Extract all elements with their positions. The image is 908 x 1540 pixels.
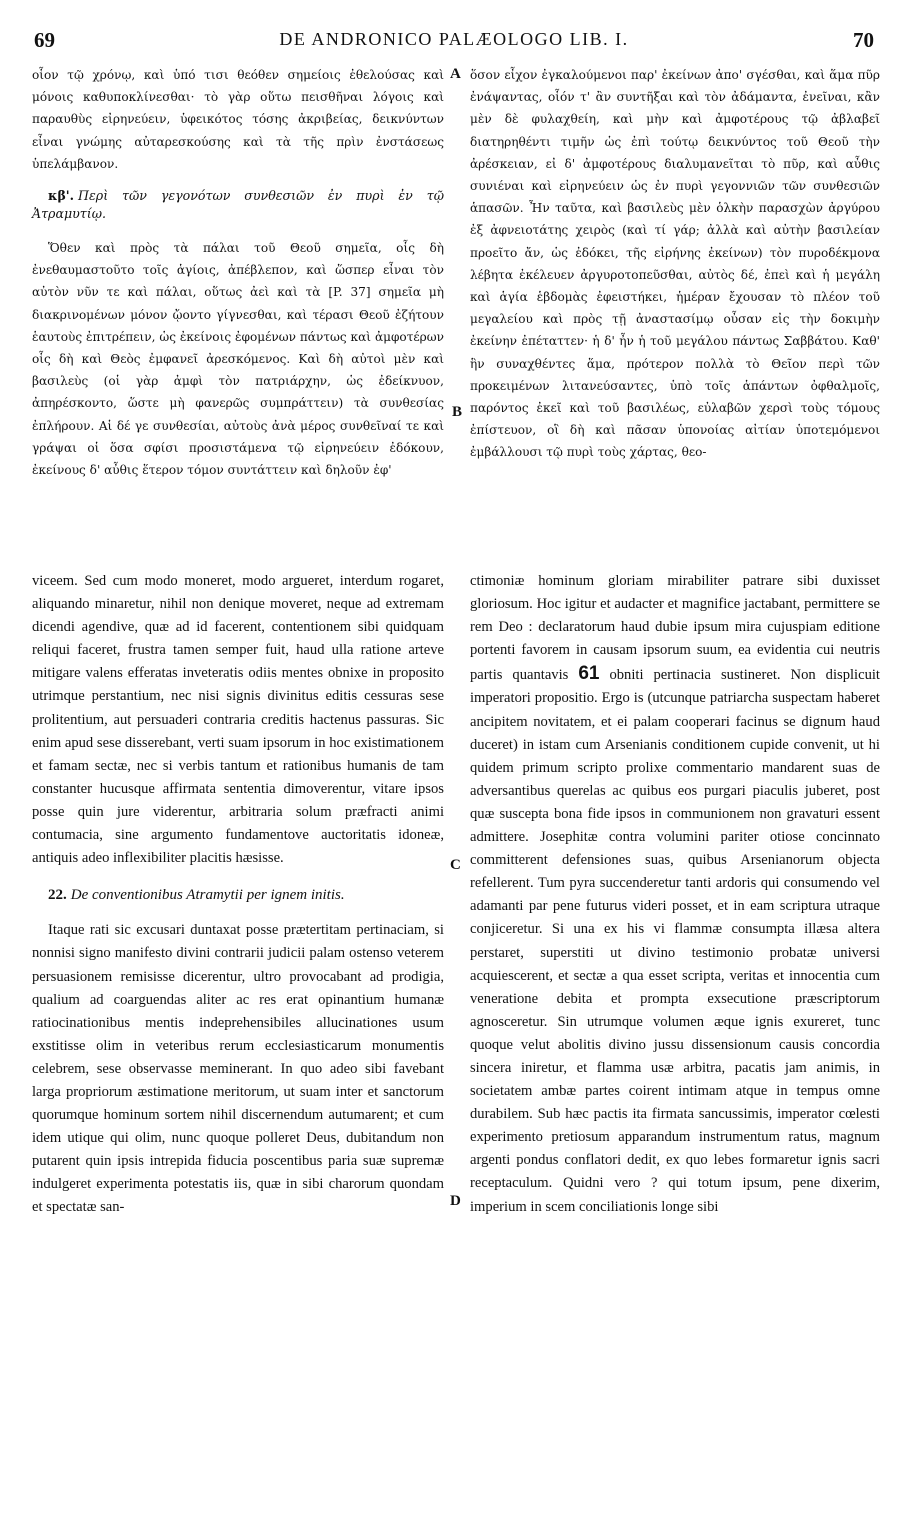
latin-left-paragraph-1: viceem. Sed cum modo moneret, modo argueret, interdum rogaret, aliquando minaretur, nihil non denique moveret, neque ad extremam dicendi agendive, quæ ad id facerent, contentionem sibi quidquam reliqui faceret, frustra tamen semper fuit, haud ulla ratione arteve mitigare valens efferatas inveteratis odiis mentes obnixe in proposito utrimque perstantium, nec nisi signis divinitus editis cessuras sese prolitentium, aut persuaderi contraria creditis hactenus passuras. Sic enim apud sese disserebant, verti suam ipsorum in hoc existimationem et famam sectæ, nec si verbis tantum et rationibus humanis de tam constanter hucusque affirmata sententia dimoverentur, vitare ipsos posse quin jure viderentur, arbitraria solum præfracti animi contumacia, sine argumento fundamentove auctoritatis idoneæ, antiquis adeo inflexibiliter placitis hæsisse.: [32, 573, 444, 867]
latin-column-left: [32, 570, 444, 1220]
page-marker: 61: [578, 663, 600, 685]
greek-section-number: κβ'.: [48, 188, 75, 204]
margin-siglum-c: C: [450, 857, 461, 873]
greek-right-paragraph-1: ὅσον εἶχον ἐγκαλούμενοι παρ' ἐκείνων ἀπο' σγέσθαι, καὶ ἅμα πῦρ ἐνάψαντας, οἷόν τ' ἂν συντῆξαι καὶ τὸν ἀδάμαντα, ἐνεῖναι, κἂν μὲν δὲ φυλαχθείη, καὶ μὴν καὶ ἀμφοτέρους τῷ ἀβλαβεῖ διατηρηθέντι τιμῆν ὡς ἐπὶ τούτῳ δεικνύντος τοῦ Θεοῦ τὴν ἀρέσκειαν, εἰ δ' ἀμφοτέρους διαλυμανεῖται τὸ πῦρ, καὶ αὖθις συνιέναι καὶ εἰρηνεύειν ὡς ἐν πυρὶ γεγοννιῶν τῶν συνθεσιῶν ἁπασῶν. Ἦν ταῦτα, καὶ βασιλεὺς μὲν ὁλκὴν παρασχὼν ἀργύρου ἐξ ἀφνειοτάτης χειρὸς (καὶ τί γάρ; ἀλλὰ καὶ αὐτὴν βασιλείαν προεῖτο ἄν, ὡς ἐδόκει, τῆς εἰρήνης ἐκείνων) τὸν πυροδέκμονα λέβητα ἐκέλευεν ἀργυροτοπεῦσθαι, αὐτὸς δέ, ἐπεὶ καὶ ἡ μεγάλη καὶ ἁγία ἑβδομὰς ἐφειστήκει, ἡμέραν ἔχουσαν τὸ πλέον τοῦ μεγαλείου καὶ πρὸς τῇ ἀναστασίμῳ οὖσαν εἰς τὴν δοκιμὴν ἐκείνην ἐπέταττεν· ἡ δ' ἦν ἡ τοῦ μεγάλου πάντως Σαββάτου. Καθ' ἣν συναχθέντες ἅμα, πρότερον πολλὰ τὸ Θεῖον περὶ τῶν προκειμένων λιτανεύσαντες, ὑπὸ τοῖς ἁπάντων ὀφθαλμοῖς, παρόντος ἐκεῖ καὶ τοῦ βασιλέως, εὐλαβῶν χερσὶ τοὺς τόμους ἐπίστευον, οἳ δὴ καὶ πᾶσαν ὑπονοίας αἰτίαν ὑποτεμόμενοι ἐμβάλλουσι τῷ πυρὶ τοὺς χάρτας, θεο-: [470, 68, 880, 460]
page-number-left: 69: [34, 28, 55, 52]
running-header: [0, 28, 908, 58]
greek-section-heading: [32, 187, 444, 223]
greek-section-title: Περὶ τῶν γεγονότων συνθεσιῶν ἐν πυρὶ ἐν τῷ Ἀτραμυτίῳ.: [32, 188, 444, 222]
latin-section-title: De conventionibus Atramytii per ignem initis.: [70, 887, 345, 904]
margin-siglum-a: A: [450, 66, 461, 82]
margin-siglum-b: B: [452, 404, 463, 420]
latin-right-text-b: obniti pertinacia sustineret. Non displicuit imperatori propositio. Ergo is (utcunque patriarcha suspectam haberet ancipitem novitatem, et ei palam cooperari facinus se dignum haud duceret) in istam cum Arsenianis conditionem cupide convenit, ut hi quidem primum scripto prolixe commentario mandarent suas de adversantibus querelas ac quibus eos purgari piaculis juberet, post quæ suscepta bona fide ipsos in communionem non gravaturi essent admittere. Josephitæ contra volumini pariter otiose concinnato committerent defensiones suas, quibus Arsenianorum objecta refellerent. Tum pyra succenderetur tanti ardoris qui consumendo vel adamanti par pene futurus videri posset, et in eam scriptura utraque conjiceretur. Si una ex his vi flammæ consumpta illæsa altera perstaret, superstiti ut divino testimonio probatæ universi acquiescerent, et sectæ a qua esset scripta, veritas et innocentia cum veneratione debita et prompta exsecutione præscriptorum agnosceretur. Sin utrumque volumen æque ignis exureret, tunc quoque velut abolitis divino jussu dissensionum causis concordia sincera iniretur, et flamma usæ arbitra, pacatis jam animis, in societatem ambæ partes coirent intimam atque in tempus omne durabilem. Sub hæc pactis ita firmata sancussimis, imperator cœlesti experimento pretiosum apparandum instrumentum ratus, magnum argenti pondus conflatori dedit, ex quo lebes formaretur ignis sacri receptaculum. Quidni vero ? qui totum ipsum, pene dixerim, imperium in scem conciliationis longe sibi: [470, 667, 880, 1215]
latin-section-number: 22.: [48, 887, 67, 904]
greek-left-paragraph-1: οἷον τῷ χρόνῳ, καὶ ὑπό τισι θεόθεν σημείοις ἐθελούσας καὶ μόνοις καθυποκλίνεσθαι· τὸ γὰρ οὕτω πεισθῆναι λόγοις καὶ παραυθὺς εἰρηνεύειν, ὑφεικότος τόσης ἀκριβείας, δεικνύντων εἶναι γνώμης αὐταρεσκούσης καὶ τὰ τῆς πρὶν ἐνστάσεως ὑπελάμβανον.: [32, 68, 444, 171]
page-number-right: 70: [853, 28, 874, 52]
latin-column-right: [470, 570, 880, 1219]
latin-right-paragraph-1: [470, 570, 880, 1219]
latin-right-text-a: ctimoniæ hominum gloriam mirabiliter patrare sibi duxisset gloriosum. Hoc igitur et audacter et magnifice jactabant, permittere se rem Deo : declaratorum haud dubie ipsum mira cujuspiam editione portenti favorem in causam ipsorum suum, ea evidentia cui neutris partis quantavis: [470, 573, 880, 684]
running-title: DE ANDRONICO PALÆOLOGO LIB. I.: [279, 29, 629, 49]
latin-left-paragraph-2: Itaque rati sic excusari duntaxat posse prætertitam pertinaciam, si nonnisi signo manifesto divini contrarii judicii palam ostenso veterem persuasionem remisisse dicerentur, ultro provocabant ad prodigia, qualium ad coarguendas aliter ac res erat opinantium humanæ ratiocinationibus mentis indeprehensibiles allucinationes usum exstitisse olim in veteribus rerum ecclesiasticarum monumentis celebrem, sese observasse meminerant. In quo adeo sibi favebant larga propriorum æstimatione meritorum, ut suam inter et sanctorum quorumque hominum sortem nihil discernendum autumarent; et cum idem utique qui olim, nunc quoque polleret Deus, dubitandum non putarent quin ipsis intrepida fiducia poscentibus paria suæ supremæ indulgeret experimenta potestatis iis, quæ in sibi charorum quondam et spectatæ san-: [32, 922, 444, 1216]
greek-left-paragraph-2: Ὅθεν καὶ πρὸς τὰ πάλαι τοῦ Θεοῦ σημεῖα, οἷς δὴ ἐνεθαυμαστοῦτο τοῖς ἁγίοις, ἀπέβλεπον, καὶ ὥσπερ εἶναι τὸν αὐτὸν νῦν τε καὶ πάλαι, οὕτως ἀεὶ καὶ τὰ [P. 37] σημεῖα μὴ διακρινομένων μόνον ᾤοντο γίγνεσθαι, καὶ τέρασι Θεοῦ ἐζήτουν ἑαυτοὺς ἐπιτρέπειν, ὡς ἐκείνοις ἐφομένων πάντως καὶ ἀμφοτέρων οἷς δὴ καὶ Θεὸς ἐμφανεῖ ἀρεσκόμενος. Καὶ δὴ αὐτοὶ μὲν καὶ βασιλεὺς (οἱ γὰρ ἀμφὶ τὸν πατριάρχην, ὡς ἐδείκνυον, ἀπηρέσκοντο, ὥστε μὴ φανερῶς συμπράττειν) τὰ συνθεσίας ἐπλήρουν. Αἱ δέ γε συνθεσίαι, αὐτοὺς ἀνὰ μέρος συνθεῖναί τε καὶ γράψαι οἱ ὅσα σφίσι προσιστάμενα τῷ εἰρηνεύειν ἐδόκουν, ἐκείνους δ' αὖθις ἕτερον τόμον συντάττειν καὶ δηλοῦν ἐφ': [32, 241, 444, 478]
greek-column-left: [32, 64, 444, 481]
greek-column-right: [470, 64, 880, 464]
margin-siglum-d: D: [450, 1193, 461, 1209]
latin-section-heading: [32, 884, 444, 907]
